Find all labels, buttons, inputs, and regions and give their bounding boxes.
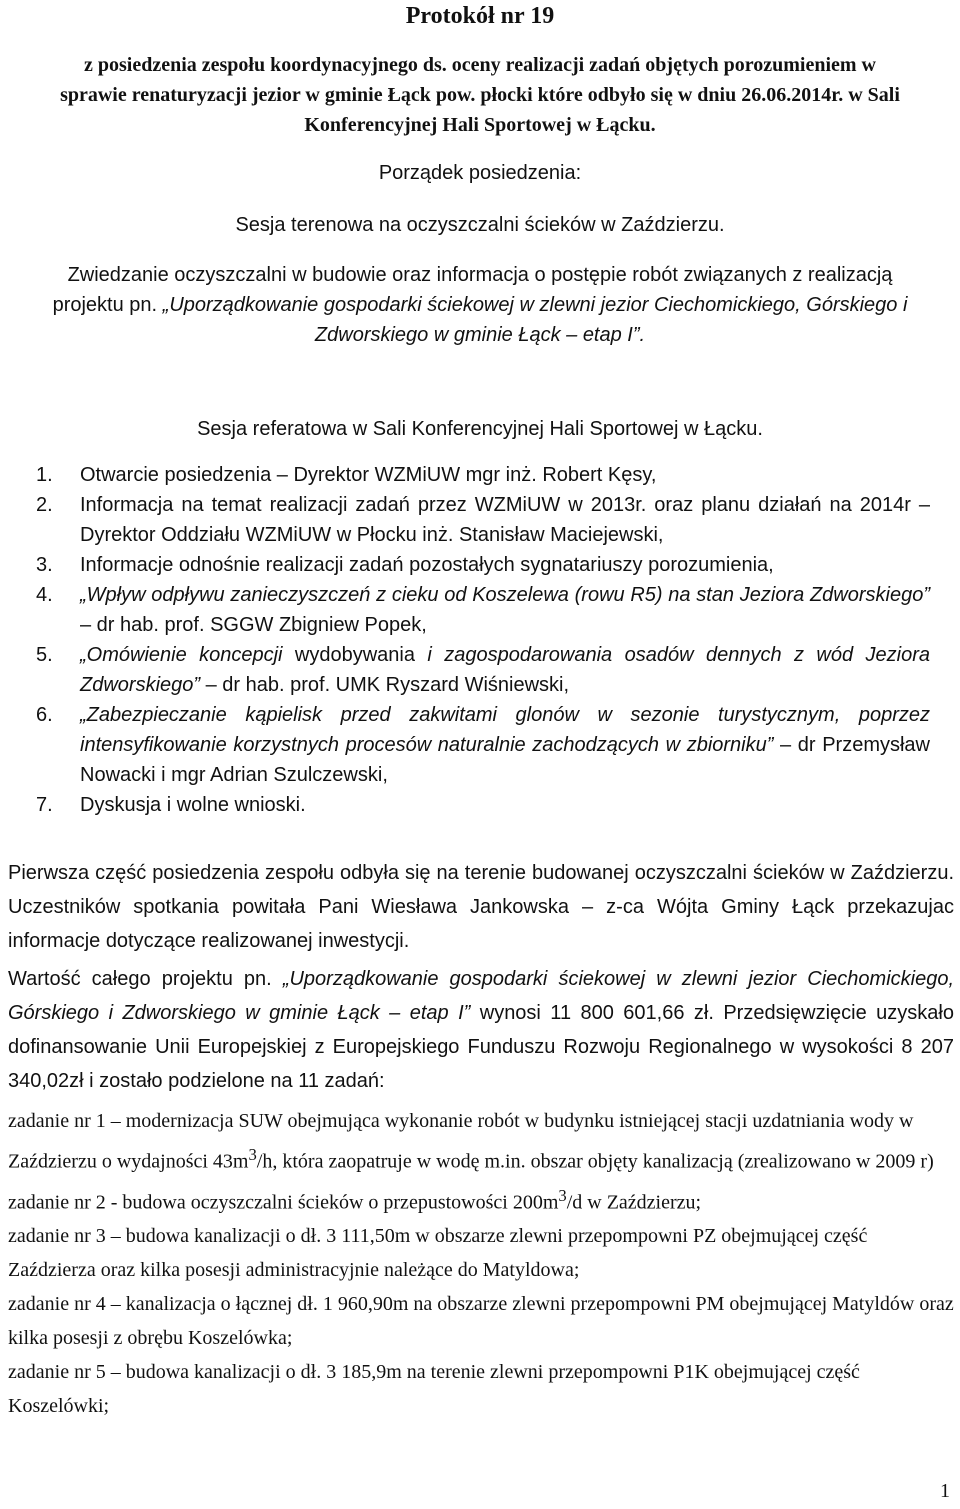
task-item xyxy=(8,1179,954,1220)
agenda-item xyxy=(30,550,930,580)
agenda-number: 3. xyxy=(36,554,53,576)
paragraph-project-name: „Uporządkowanie gospodarki ściekowej w zlewni jezior Ciechomickiego, Górskiego i Zdworskiego w gminie Łąck – etap I” xyxy=(8,968,955,1024)
agenda-item xyxy=(30,580,930,640)
agenda-italic-title: „Wpływ odpływu zanieczyszczeń z cieku od Koszelewa (rowu R5) na stan Jeziora Zdworskiego” xyxy=(80,584,930,606)
agenda-item xyxy=(30,640,930,700)
agenda-text: – dr hab. prof. SGGW Zbigniew Popek, xyxy=(80,614,427,636)
task-text: zadanie nr 2 - budowa oczyszczalni ścieków o przepustowości 200m xyxy=(8,1191,559,1214)
agenda-text: – dr Przemysław Nowacki i mgr Adrian Szulczewski, xyxy=(80,734,930,786)
paragraph-lead: Wartość całego projektu pn. xyxy=(8,968,283,990)
task-item xyxy=(8,1104,954,1179)
page-title: Protokół nr 19 xyxy=(405,3,555,29)
agenda-number: 5. xyxy=(36,644,53,666)
agenda-italic-title: „Omówienie koncepcji xyxy=(80,644,283,666)
agenda-text: – dr hab. prof. UMK Ryszard Wiśniewski, xyxy=(200,674,570,696)
page-subtitle: z posiedzenia zespołu koordynacyjnego ds. oceny realizacji zadań objętych porozumieniem w sprawie renaturyzacji jezior w gminie Łąck pow. płocki które odbyło się w dniu 26.06.2014r. w Sali Konferencyjnej Hali Sportowej w Łącku. xyxy=(60,54,900,136)
visit-block xyxy=(40,260,920,350)
agenda-text-mid: wydobywania xyxy=(282,644,428,666)
agenda-italic-title-2: i zagospodarowania osadów dennych z wód Jeziora Zdworskiego” xyxy=(80,644,930,696)
agenda-text: Otwarcie posiedzenia – Dyrektor WZMiUW mgr inż. Robert Kęsy, xyxy=(80,464,657,486)
task-text: zadanie nr 1 – modernizacja SUW obejmująca wykonanie robót w budynku istniejącej stacji uzdatniania wody w Zaździerzu o wydajności 43m xyxy=(8,1110,914,1173)
paragraph-text: Pierwsza część posiedzenia zespołu odbyła się na terenie budowanej oczyszczalni ścieków w Zaździerzu. Uczestników spotkania powitała Pani Wiesława Jankowska – z-ca Wójta Gminy Łąck przekazujac informacje dotyczące realizowanej inwestycji. xyxy=(8,862,954,952)
task-text: /d w Zaździerzu; xyxy=(566,1191,702,1214)
field-session: Sesja terenowa na oczyszczalni ścieków w Zaździerzu. xyxy=(235,214,725,236)
paper-session: Sesja referatowa w Sali Konferencyjnej Hali Sportowej w Łącku. xyxy=(197,418,763,440)
superscript: 3 xyxy=(558,1185,567,1205)
project-name: „Uporządkowanie gospodarki ściekowej w zlewni jezior Ciechomickiego, Górskiego i Zdworskiego w gminie Łąck – etap I”. xyxy=(162,294,908,346)
order-heading: Porządek posiedzenia: xyxy=(378,162,582,184)
agenda-text: Dyskusja i wolne wnioski. xyxy=(80,794,306,816)
agenda-item xyxy=(30,790,930,820)
paragraph-site-visit xyxy=(8,856,954,958)
agenda-item xyxy=(30,490,930,550)
paragraph-rest: wynosi 11 800 601,66 zł. Przedsięwzięcie uzyskało dofinansowanie Unii Europejskiej z Europejskiego Funduszu Rozwoju Regionalnego w wysokości 8 207 340,02zł i zostało podzielone na 11 zadań: xyxy=(8,1002,954,1092)
agenda-list xyxy=(30,460,930,820)
task-list xyxy=(8,1104,954,1423)
agenda-italic-title: „Zabezpieczanie kąpielisk przed zakwitami glonów w sezonie turystycznym, poprzez intensyfikowanie korzystnych procesów naturalnie zachodzących w zbiorniku” xyxy=(80,704,930,756)
superscript: 3 xyxy=(248,1145,257,1164)
agenda-number: 4. xyxy=(36,584,53,606)
task-item: zadanie nr 4 – kanalizacja o łącznej dł. 1 960,90m na obszarze zlewni przepompowni PM obejmującej Matyldów oraz kilka posesji z obrębu Koszelówka; xyxy=(8,1293,954,1350)
agenda-number: 2. xyxy=(36,494,53,516)
paragraph-project-value xyxy=(8,962,954,1098)
agenda-item xyxy=(30,460,930,490)
visit-text: Zwiedzanie oczyszczalni w budowie oraz informacja o postępie robót związanych z realizacją projektu pn. xyxy=(52,264,893,316)
agenda-number: 7. xyxy=(36,794,53,816)
agenda-text: Informacje odnośnie realizacji zadań pozostałych sygnatariuszy porozumienia, xyxy=(80,554,774,576)
task-item: zadanie nr 5 – budowa kanalizacji o dł. 3 185,9m na terenie zlewni przepompowni P1K obejmującej część Koszelówki; xyxy=(8,1361,860,1418)
agenda-item xyxy=(30,700,930,790)
task-text: /h, która zaopatruje w wodę m.in. obszar objęty kanalizacją (zrealizowano w 2009 r) xyxy=(256,1150,934,1173)
agenda-text: Informacja na temat realizacji zadań przez WZMiUW w 2013r. oraz planu działań na 2014r – Dyrektor Oddziału WZMiUW w Płocku inż. Stanisław Maciejewski, xyxy=(80,494,930,546)
task-item: zadanie nr 3 – budowa kanalizacji o dł. 3 111,50m w obszarze zlewni przepompowni PZ obejmującej część Zaździerza oraz kilka posesji administracyjnie należące do Matyldowa; xyxy=(8,1225,868,1282)
agenda-number: 6. xyxy=(36,704,53,726)
page-number: 1 xyxy=(940,1480,950,1502)
paragraph-text xyxy=(8,962,954,1098)
agenda-number: 1. xyxy=(36,464,53,486)
